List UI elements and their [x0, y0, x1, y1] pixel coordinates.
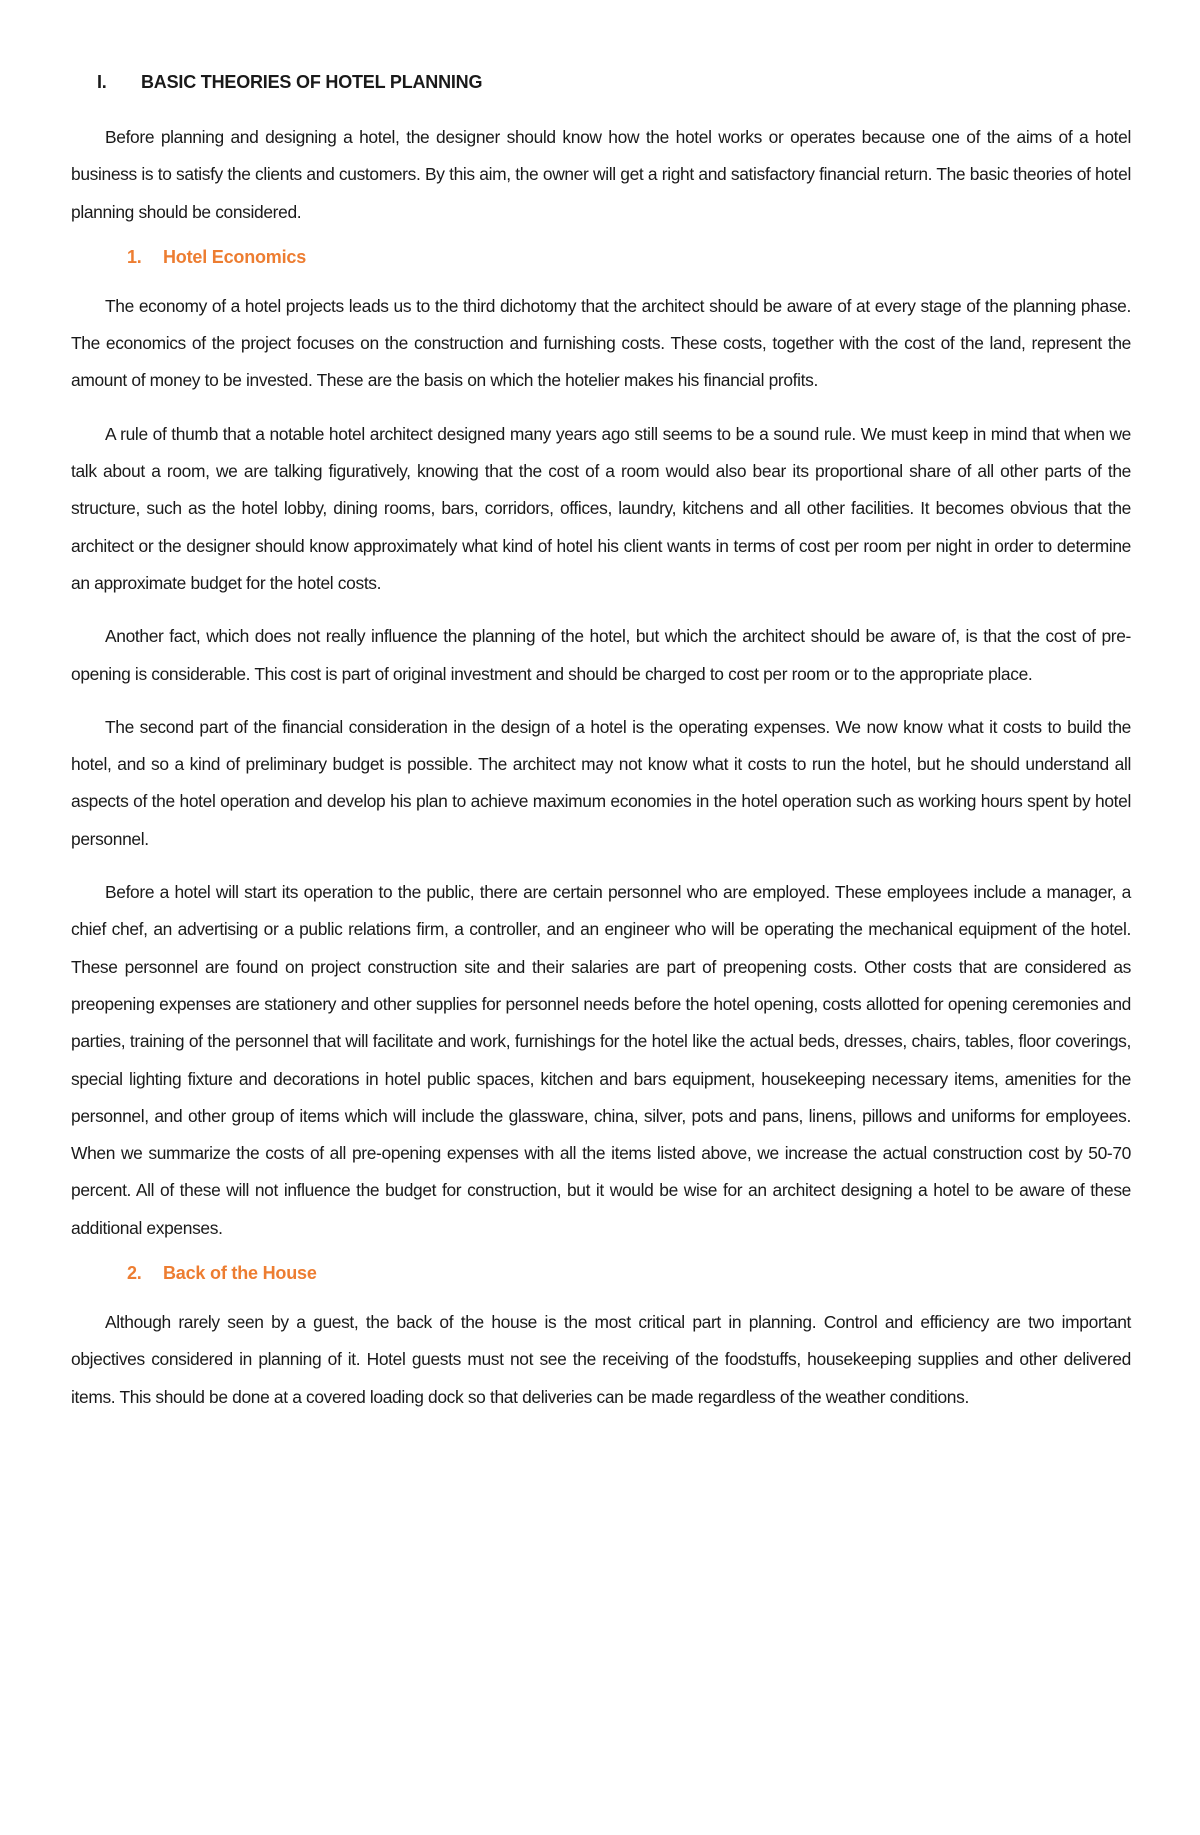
paragraph: Another fact, which does not really influence the planning of the hotel, but which the architect should be aware of, is that the cost of pre-opening is considerable. This cost is part of original investment and should be charged to cost per room or to the appropriate place. — [71, 626, 1131, 684]
section-heading — [97, 72, 1131, 93]
subsection-number: 2. — [127, 1263, 142, 1284]
section-number: I. — [97, 72, 107, 92]
subsection-title: Hotel Economics — [163, 246, 307, 267]
subsection-heading-hotel-economics — [127, 247, 1131, 268]
subsection-number: 1. — [127, 246, 142, 267]
document-content — [71, 72, 1131, 1432]
subsection-heading-back-of-the-house — [127, 1263, 1131, 1284]
section-intro-paragraph: Before planning and designing a hotel, the designer should know how the hotel works or operates because one of the aims of a hotel business is to satisfy the clients and customers. By this aim, the owner will get a right and satisfactory financial return. The basic theories of hotel planning should be considered. — [71, 127, 1131, 222]
section-title: BASIC THEORIES OF HOTEL PLANNING — [141, 72, 483, 92]
subsection-title: Back of the House — [163, 1263, 317, 1284]
paragraph: The economy of a hotel projects leads us to the third dichotomy that the architect should be aware of at every stage of the planning phase. The economics of the project focuses on the construction and furnishing costs. These costs, together with the cost of the land, represent the amount of money to be invested. These are the basis on which the hotelier makes his financial profits. — [71, 295, 1131, 391]
paragraph: A rule of thumb that a notable hotel architect designed many years ago still seems to be a sound rule. We must keep in mind that when we talk about a room, we are talking figuratively, knowing that the cost of a room would also bear its proportional share of all other parts of the structure, such as the hotel lobby, dining rooms, bars, corridors, offices, laundry, kitchens and all other facilities. It becomes obvious that the architect or the designer should know approximately what kind of hotel his client wants in terms of cost per room per night in order to determine an approximate budget for the hotel costs. — [71, 423, 1131, 593]
paragraph: Before a hotel will start its operation to the public, there are certain personnel who are employed. These employees include a manager, a chief chef, an advertising or a public relations firm, a controller, and an engineer who will be operating the mechanical equipment of the hotel. These personnel are found on project construction site and their salaries are part of preopening costs. Other costs that are considered as preopening expenses are stationery and other supplies for personnel needs before the hotel opening, costs allotted for opening ceremonies and parties, training of the personnel that will facilitate and work, furnishings for the hotel like the actual beds, dresses, chairs, tables, floor coverings, special lighting fixture and decorations in hotel public spaces, kitchen and bars equipment, housekeeping necessary items, amenities for the personnel, and other group of items which will include the glassware, china, silver, pots and pans, linens, pillows and uniforms for employees. When we summarize the costs of all pre-opening expenses with all the items listed above, we increase the actual construction cost by 50-70 percent. All of these will not influence the budget for construction, but it would be wise for an architect designing a hotel to be aware of these additional expenses. — [71, 882, 1131, 1238]
paragraph: The second part of the financial consideration in the design of a hotel is the operating expenses. We now know what it costs to build the hotel, and so a kind of preliminary budget is possible. The architect may not know what it costs to run the hotel, but he should understand all aspects of the hotel operation and develop his plan to achieve maximum economies in the hotel operation such as working hours spent by hotel personnel. — [71, 716, 1131, 849]
paragraph: Although rarely seen by a guest, the back of the house is the most critical part in planning. Control and efficiency are two important objectives considered in planning of it. Hotel guests must not see the receiving of the foodstuffs, housekeeping supplies and other delivered items. This should be done at a covered loading dock so that deliveries can be made regardless of the weather conditions. — [71, 1312, 1131, 1407]
